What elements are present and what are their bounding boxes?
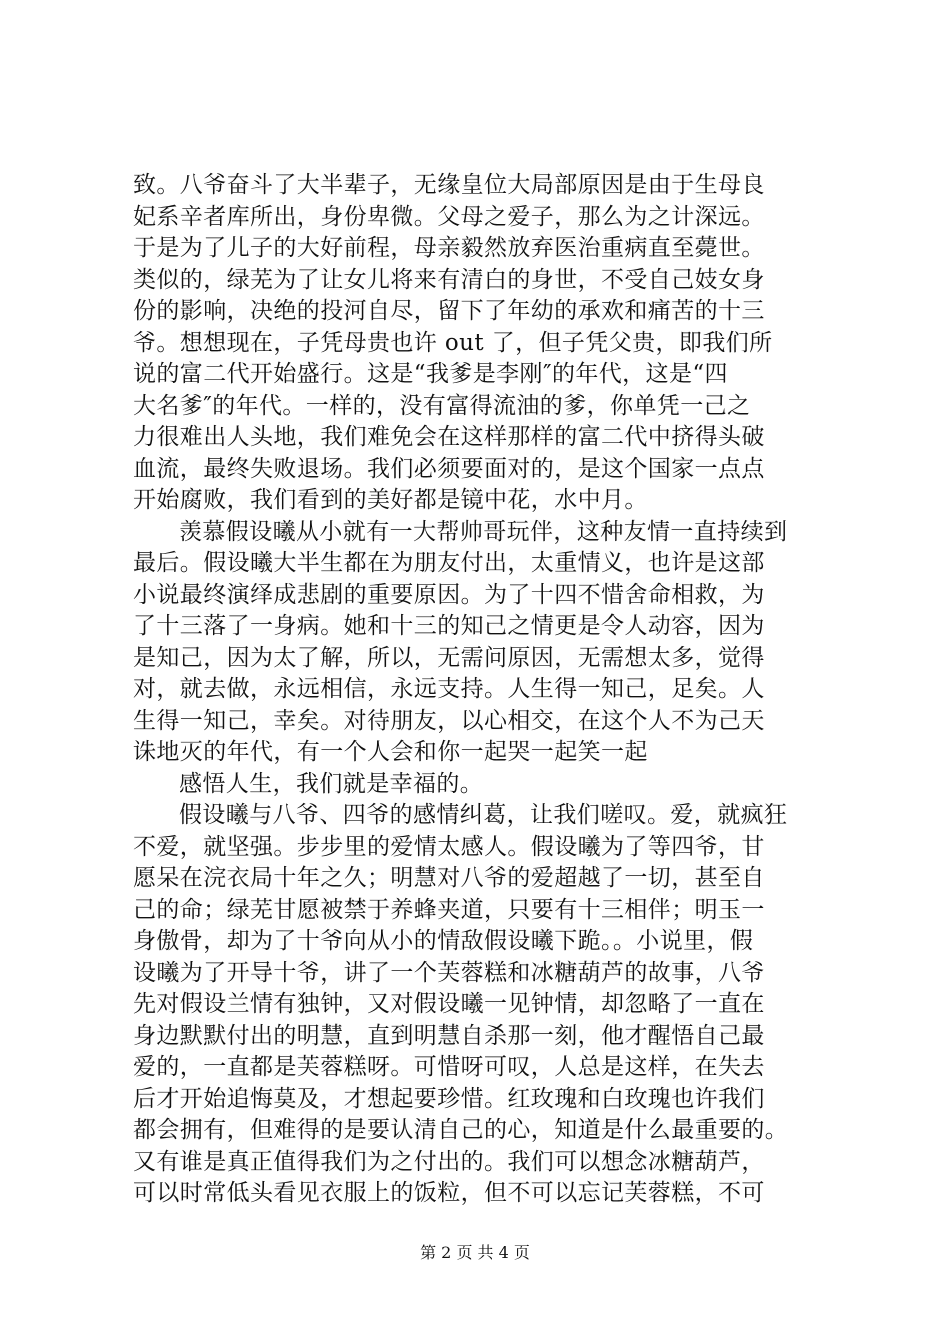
body-text bbox=[133, 170, 831, 1210]
text-line: 羡慕假设曦从小就有一大帮帅哥玩伴，这种友情一直持续到 bbox=[179, 518, 788, 545]
text-line: 小说最终演绎成悲剧的重要原因。为了十四不惜舍命相救，为 bbox=[133, 581, 765, 608]
text-line: 可以时常低头看见衣服上的饭粒，但不可以忘记芙蓉糕，不可 bbox=[133, 1180, 765, 1206]
text-line: 爱的，一直都是芙蓉糕呀。可惜呀可叹，人总是这样，在失去 bbox=[133, 1054, 765, 1080]
text-line: 是知己，因为太了解，所以，无需问原因，无需想太多，觉得 bbox=[133, 644, 765, 671]
text-line: 假设曦与八爷、四爷的感情纠葛，让我们嗟叹。爱，就疯狂 bbox=[179, 802, 788, 828]
text-line: 设曦为了开导十爷，讲了一个芙蓉糕和冰糖葫芦的故事，八爷 bbox=[133, 959, 765, 986]
text-line: 身傲骨，却为了十爷向从小的情敌假设曦下跪。。小说里，假 bbox=[133, 928, 754, 954]
text-line: 愿呆在浣衣局十年之久；明慧对八爷的爱超越了一切，甚至自 bbox=[133, 865, 765, 891]
text-line: 身边默默付出的明慧，直到明慧自杀那一刻，他才醒悟自己最 bbox=[133, 1022, 765, 1049]
text-line: 了十三落了一身病。她和十三的知己之情更是令人动容，因为 bbox=[133, 613, 765, 639]
text-line: 开始腐败，我们看到的美好都是镜中花，水中月。 bbox=[133, 487, 648, 513]
text-line: 先对假设兰情有独钟，又对假设曦一见钟情，却忽略了一直在 bbox=[133, 991, 765, 1017]
text-line: 力很难出人头地，我们难免会在这样那样的富二代中挤得头破 bbox=[133, 424, 765, 450]
text-line: 于是为了儿子的大好前程，母亲毅然放弃医治重病直至薨世。 bbox=[133, 235, 765, 261]
text-line: 说的富二代开始盛行。这是“我爹是李刚″的年代，这是“四 bbox=[133, 361, 728, 387]
text-line: 感悟人生，我们就是幸福的。 bbox=[179, 770, 484, 797]
text-line: 份的影响，决绝的投河自尽，留下了年幼的承欢和痛苦的十三 bbox=[133, 298, 765, 324]
text-line: 类似的，绿芜为了让女儿将来有清白的身世，不受自己妓女身 bbox=[133, 266, 765, 293]
text-line: 爷。想想现在，子凭母贵也许 out 了，但子凭父贵，即我们所 bbox=[133, 329, 773, 356]
text-line: 后才开始追悔莫及，才想起要珍惜。红玫瑰和白玫瑰也许我们 bbox=[133, 1085, 765, 1112]
text-line: 又有谁是真正值得我们为之付出的。我们可以想念冰糖葫芦， bbox=[133, 1148, 765, 1175]
text-line: 最后。假设曦大半生都在为朋友付出，太重情义，也许是这部 bbox=[133, 550, 765, 576]
page-number-footer: 第 2 页 共 4 页 bbox=[420, 1243, 530, 1262]
text-line: 诛地灭的年代，有一个人会和你一起哭一起笑一起 bbox=[133, 739, 648, 765]
text-line: 都会拥有，但难得的是要认清自己的心，知道是什么最重要的。 bbox=[133, 1117, 789, 1143]
text-line: 己的命；绿芜甘愿被禁于养蜂夹道，只要有十三相伴；明玉一 bbox=[133, 896, 765, 923]
text-line: 妃系辛者库所出，身份卑微。父母之爱子，那么为之计深远。 bbox=[133, 203, 765, 230]
text-line: 不爱，就坚强。步步里的爱情太感人。假设曦为了等四爷，甘 bbox=[133, 833, 765, 860]
text-line: 血流，最终失败退场。我们必须要面对的，是这个国家一点点 bbox=[133, 455, 765, 482]
text-line: 对，就去做，永远相信，永远支持。人生得一知己，足矣。人 bbox=[133, 676, 765, 702]
text-line: 生得一知己，幸矣。对待朋友，以心相交，在这个人不为己天 bbox=[133, 707, 765, 734]
text-line: 致。八爷奋斗了大半辈子，无缘皇位大局部原因是由于生母良 bbox=[133, 172, 765, 198]
text-line: 大名爹″的年代。一样的，没有富得流油的爹，你单凭一己之 bbox=[133, 392, 751, 419]
